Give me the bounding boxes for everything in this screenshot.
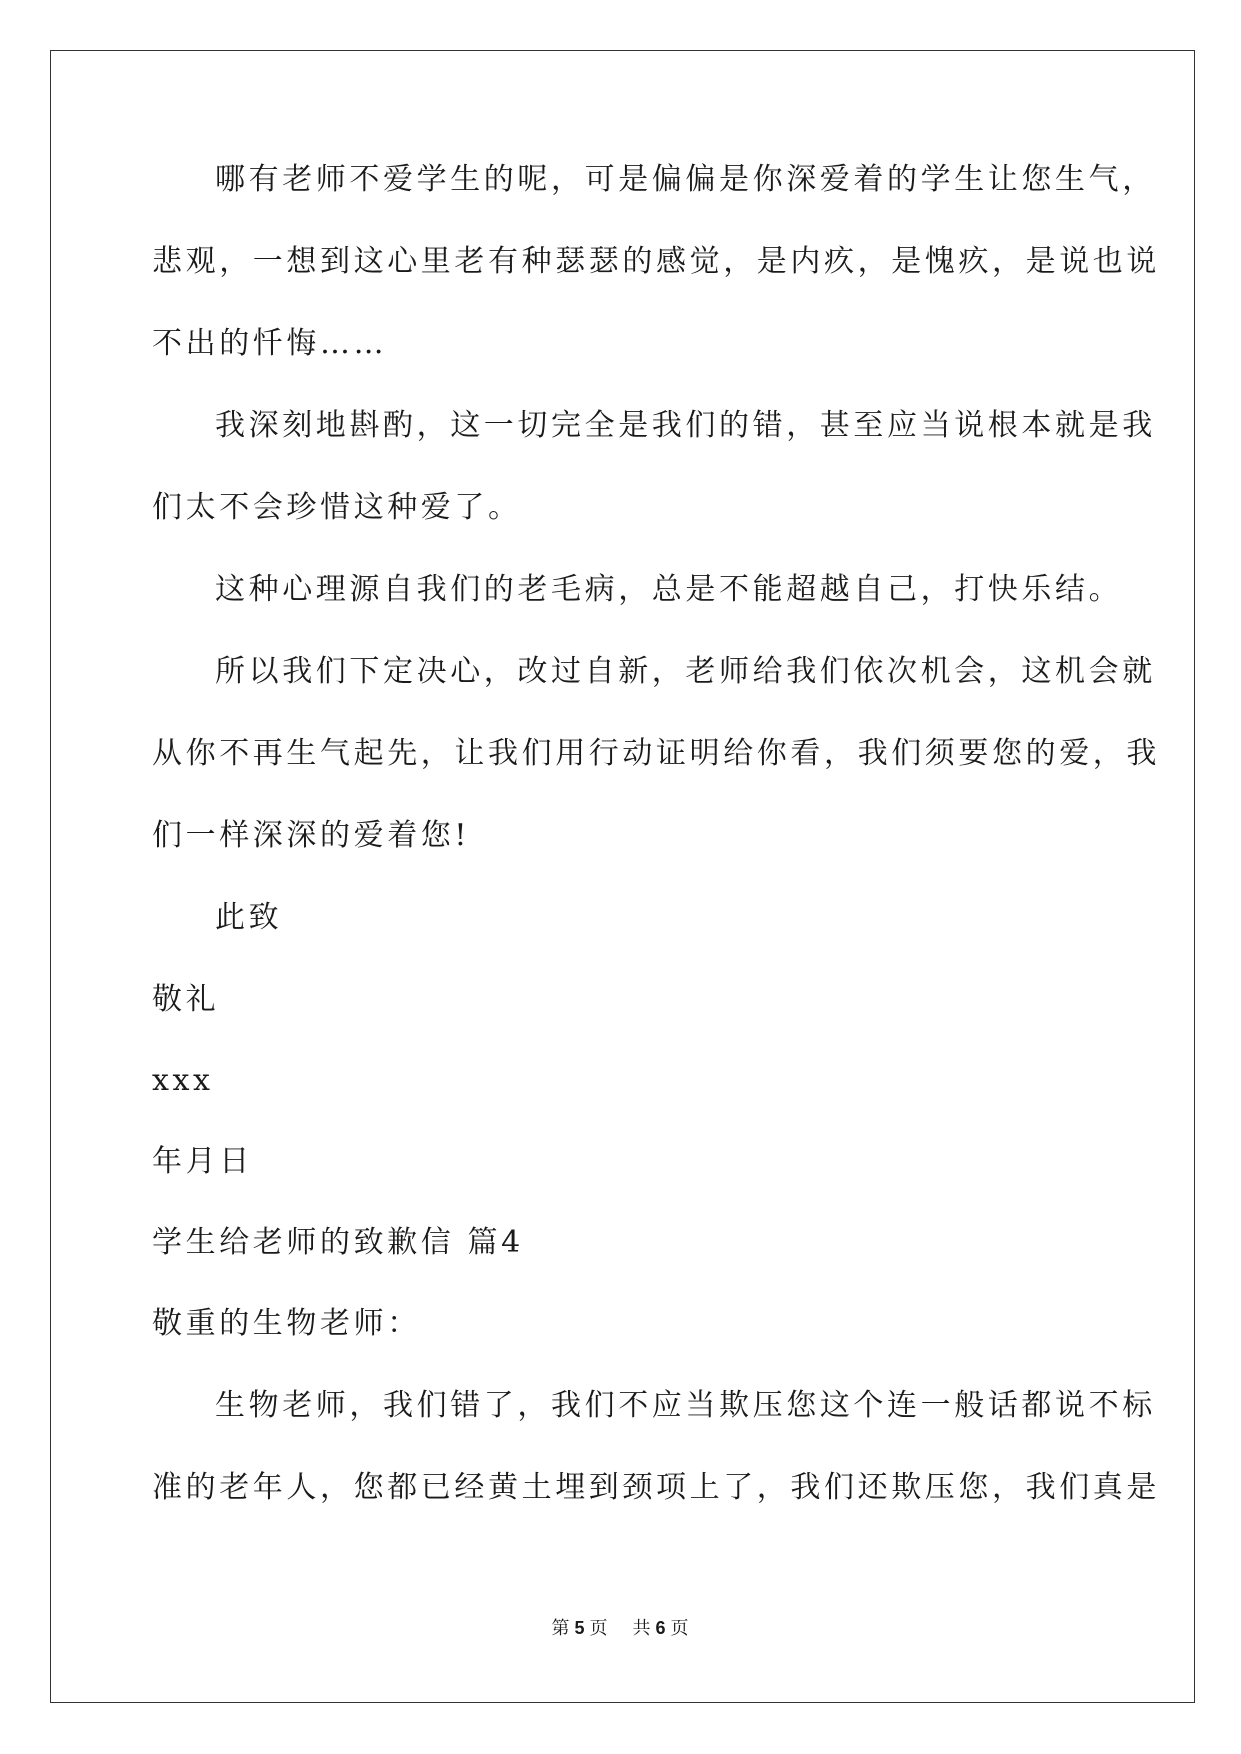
paragraph-line: 所以我们下定决心，改过自新，老师给我们依次机会，这机会就: [215, 654, 1156, 689]
paragraph-line: 我深刻地斟酌，这一切完全是我们的错，甚至应当说根本就是我: [215, 408, 1156, 443]
signature-name: xxx: [152, 1063, 214, 1098]
current-page-number: 5: [574, 1618, 586, 1638]
paragraph-line: 生物老师，我们错了，我们不应当欺压您这个连一般话都说不标: [215, 1388, 1156, 1423]
paragraph-line: 这种心理源自我们的老毛病，总是不能超越自己，打快乐结。: [215, 572, 1123, 607]
page-number-prefix: 第: [551, 1618, 571, 1639]
total-pages-suffix: 页: [670, 1618, 690, 1639]
paragraph-line: 从你不再生气起先，让我们用行动证明给你看，我们须要您的爱，我: [152, 736, 1160, 771]
closing-salutation: 此致: [215, 900, 283, 935]
paragraph-line: 悲观，一想到这心里老有种瑟瑟的感觉，是内疚，是愧疚，是说也说: [152, 244, 1160, 279]
total-pages-prefix: 共: [632, 1618, 652, 1639]
page-number-suffix: 页: [589, 1618, 609, 1639]
page-footer: [0, 1614, 1241, 1640]
paragraph-line: 哪有老师不爱学生的呢，可是偏偏是你深爱着的学生让您生气，: [215, 162, 1156, 197]
paragraph-line: 们一样深深的爱着您!: [152, 818, 471, 853]
document-body: [152, 160, 1160, 1550]
paragraph-line: 们太不会珍惜这种爱了。: [152, 490, 522, 525]
total-pages-number: 6: [655, 1618, 667, 1638]
signature-date: 年月日: [152, 1144, 253, 1179]
section-title: 学生给老师的致歉信 篇4: [152, 1225, 524, 1260]
paragraph-line: 不出的忏悔……: [152, 326, 388, 361]
closing-regards: 敬礼: [152, 982, 220, 1017]
letter-greeting: 敬重的生物老师：: [152, 1306, 421, 1341]
paragraph-line: 准的老年人，您都已经黄土埋到颈项上了，我们还欺压您，我们真是: [152, 1470, 1160, 1505]
